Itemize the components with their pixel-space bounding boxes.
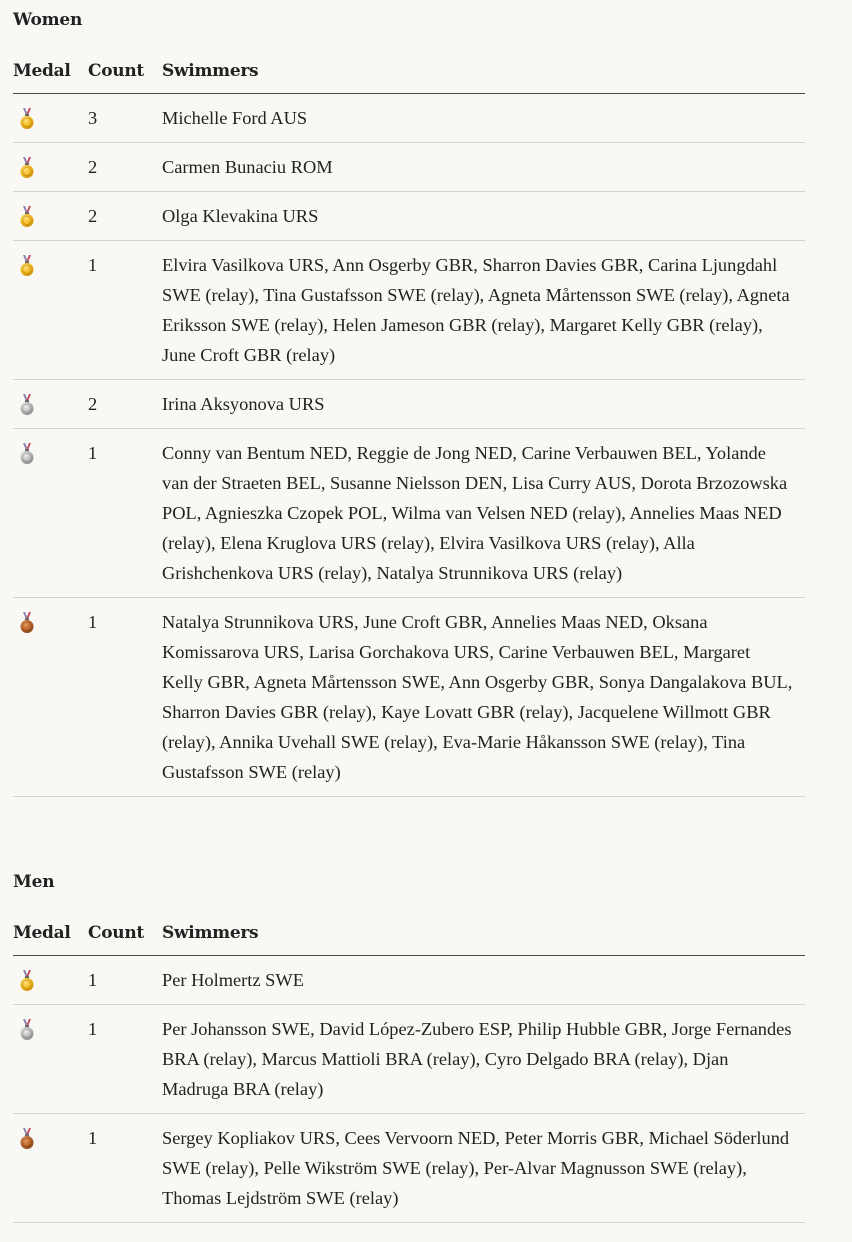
swimmers-cell: Natalya Strunnikova URS, June Croft GBR, Annelies Maas NED, Oksana Komissarova URS, Larisa Gorchakova URS, Carine Verbauwen BEL, Margaret Kelly GBR, Agneta Mårtensson SWE, Ann Osgerby GBR, Sonya Dangalakova BUL, Sharron Davies GBR (relay), Kaye Lovatt GBR (relay), Jacquelene Willmott GBR (relay), Annika Uvehall SWE (relay), Eva-Marie Håkansson SWE (relay), Tina Gustafsson SWE (relay) (162, 612, 793, 782)
swimmers-cell: Irina Aksyonova URS (162, 394, 325, 414)
medal-cell (13, 103, 88, 133)
women-table-header (13, 56, 805, 94)
table-row (13, 94, 805, 143)
table-row (13, 429, 805, 598)
swimmers-cell: Sergey Kopliakov URS, Cees Vervoorn NED, Peter Morris GBR, Michael Söderlund SWE (relay), Pelle Wikström SWE (relay), Per-Alvar Magnusson SWE (relay), Thomas Lejdström SWE (relay) (162, 1128, 790, 1208)
count-cell: 1 (88, 1019, 98, 1039)
table-row (13, 598, 805, 797)
medal-cell (13, 1014, 88, 1104)
men-table-body (13, 956, 805, 1223)
swimmers-column-header: Swimmers (162, 923, 259, 943)
gold-medal-icon (19, 157, 35, 179)
count-cell: 2 (88, 206, 98, 226)
medal-cell (13, 438, 88, 588)
women-table-body (13, 94, 805, 797)
count-cell: 1 (88, 1128, 98, 1148)
count-cell: 3 (88, 108, 98, 128)
medal-column-header: Medal (13, 923, 71, 943)
count-column-header: Count (88, 61, 144, 81)
table-row (13, 380, 805, 429)
women-section-title: Women (13, 10, 83, 30)
swimmers-column-header: Swimmers (162, 61, 259, 81)
women-medal-table (13, 56, 805, 797)
table-row (13, 1114, 805, 1223)
count-cell: 1 (88, 443, 98, 463)
medal-cell (13, 965, 88, 995)
men-section-title: Men (13, 872, 55, 892)
swimmers-cell: Conny van Bentum NED, Reggie de Jong NED, Carine Verbauwen BEL, Yolande van der Straeten BEL, Susanne Nielsson DEN, Lisa Curry AUS, Dorota Brzozowska POL, Agnieszka Czopek POL, Wilma van Velsen NED (relay), Annelies Maas NED (relay), Elena Kruglova URS (relay), Elvira Vasilkova URS (relay), Alla Grishchenkova URS (relay), Natalya Strunnikova URS (relay) (162, 443, 788, 583)
silver-medal-icon (19, 443, 35, 465)
medal-cell (13, 389, 88, 419)
silver-medal-icon (19, 1019, 35, 1041)
swimmers-cell: Per Johansson SWE, David López-Zubero ESP, Philip Hubble GBR, Jorge Fernandes BRA (relay), Marcus Mattioli BRA (relay), Cyro Delgado BRA (relay), Djan Madruga BRA (relay) (162, 1019, 792, 1099)
swimmers-cell: Carmen Bunaciu ROM (162, 157, 333, 177)
count-cell: 1 (88, 612, 98, 632)
medal-column-header: Medal (13, 61, 71, 81)
medal-cell (13, 1123, 88, 1213)
table-row (13, 241, 805, 380)
gold-medal-icon (19, 108, 35, 130)
medal-cell (13, 250, 88, 370)
table-row (13, 192, 805, 241)
men-section (13, 868, 805, 1223)
women-section (13, 6, 805, 797)
swimmers-cell: Michelle Ford AUS (162, 108, 308, 128)
table-row (13, 1005, 805, 1114)
medal-cell (13, 201, 88, 231)
swimmers-cell: Olga Klevakina URS (162, 206, 319, 226)
table-row (13, 956, 805, 1005)
count-cell: 2 (88, 394, 98, 414)
table-row (13, 143, 805, 192)
swimmers-cell: Elvira Vasilkova URS, Ann Osgerby GBR, Sharron Davies GBR, Carina Ljungdahl SWE (relay), Tina Gustafsson SWE (relay), Agneta Mårtensson SWE (relay), Agneta Eriksson SWE (relay), Helen Jameson GBR (relay), Margaret Kelly GBR (relay), June Croft GBR (relay) (162, 255, 790, 365)
medal-cell (13, 152, 88, 182)
count-cell: 1 (88, 970, 98, 990)
silver-medal-icon (19, 394, 35, 416)
count-cell: 1 (88, 255, 98, 275)
men-medal-table (13, 918, 805, 1223)
bronze-medal-icon (19, 1128, 35, 1150)
medal-cell (13, 607, 88, 787)
gold-medal-icon (19, 255, 35, 277)
gold-medal-icon (19, 206, 35, 228)
count-column-header: Count (88, 923, 144, 943)
swimmers-cell: Per Holmertz SWE (162, 970, 304, 990)
men-table-header (13, 918, 805, 956)
bronze-medal-icon (19, 612, 35, 634)
count-cell: 2 (88, 157, 98, 177)
gold-medal-icon (19, 970, 35, 992)
